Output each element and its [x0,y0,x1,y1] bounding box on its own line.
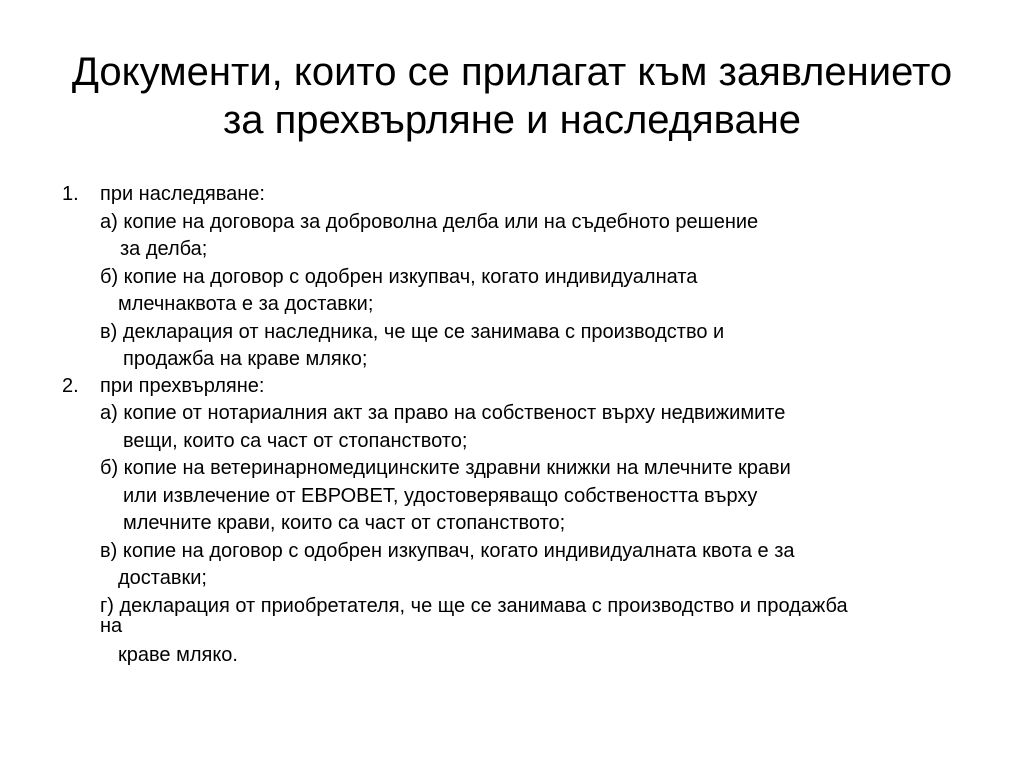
slide-title-line-2: за прехвърляне и наследяване [222,98,802,142]
list-item-1a-line-1: а) копие на договора за доброволна делба или на съдебното решение [100,211,759,233]
list-number-1: 1. [62,183,79,205]
list-item-1b-line-2: млечнаквота е за доставки; [118,293,374,315]
list-item-2b-line-1: б) копие на ветеринарномедицинските здравни книжки на млечните крави [100,457,791,479]
list-item-2b-line-3: млечните крави, които са част от стопанството; [123,512,566,534]
list-item-2c-line-1: в) копие на договор с одобрен изкупвач, когато индивидуалната квота е за [100,540,795,562]
list-item-2d-line-1: г) декларация от приобретателя, че ще се занимава с производство и продажба [100,595,848,617]
list-item-1a-line-2: за делба; [120,238,208,260]
list-heading-2: при прехвърляне: [100,375,265,397]
list-item-2a-line-1: а) копие от нотариалния акт за право на собственост върху недвижимите [100,402,786,424]
list-number-2: 2. [62,375,79,397]
list-item-2a-line-2: вещи, които са част от стопанството; [123,430,468,452]
slide-title-line-1: Документи, които се прилагат към заявлението [71,50,953,94]
list-item-2d-line-3: краве мляко. [118,644,238,666]
list-item-1c-line-1: в) декларация от наследника, че ще се занимава с производство и [100,321,725,343]
list-item-1c-line-2: продажба на краве мляко; [123,348,368,370]
list-heading-1: при наследяване: [100,183,265,205]
list-item-1b-line-1: б) копие на договор с одобрен изкупвач, когато индивидуалната [100,266,698,288]
list-item-2c-line-2: доставки; [118,567,207,589]
list-item-2d-line-2: на [100,615,123,637]
list-item-2b-line-2: или извлечение от ЕВРОВЕТ, удостоверяващо собствеността върху [123,485,758,507]
